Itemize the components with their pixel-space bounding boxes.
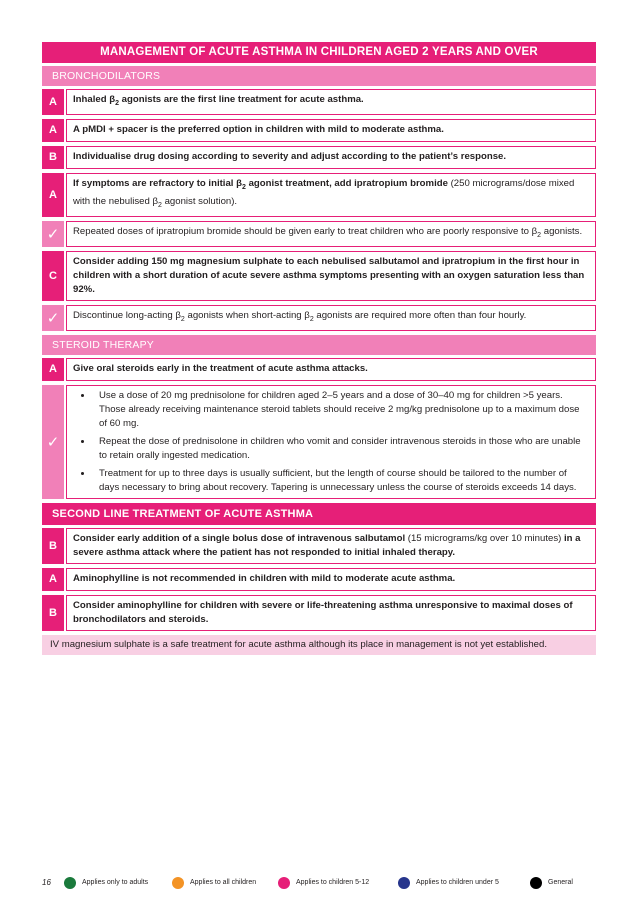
recommendation-text xyxy=(66,89,596,115)
text-segment: agonist treatment, add ipratropium bromide xyxy=(245,177,448,189)
subscript: 2 xyxy=(309,315,314,323)
subscript: 2 xyxy=(180,315,185,323)
recommendation-row xyxy=(42,173,596,217)
legend-dot-icon xyxy=(278,877,290,889)
recommendation-text xyxy=(66,385,596,499)
recommendation-row xyxy=(42,385,596,499)
recommendation-row xyxy=(42,119,596,142)
legend-item xyxy=(172,876,256,890)
text-segment: (250 micrograms/dose mixed with the nebulised β xyxy=(73,177,575,207)
grade-badge: B xyxy=(42,146,64,169)
legend-item xyxy=(278,876,369,890)
legend-label: Applies to children 5-12 xyxy=(296,879,370,886)
text-segment: agonists are required more often than four hourly. xyxy=(313,309,527,321)
recommendation-text: Aminophylline is not recommended in children with mild to moderate acute asthma. xyxy=(66,568,596,591)
section-header-bronchodilators: BRONCHODILATORS xyxy=(42,66,596,86)
text-segment: in a severe asthma attack where the patient has not responded to initial inhaled therapy. xyxy=(73,532,581,558)
grade-badge: A xyxy=(42,173,64,217)
recommendation-row xyxy=(42,146,596,169)
recommendation-text: Individualise drug dosing according to severity and adjust according to the patient’s response. xyxy=(66,146,596,169)
recommendation-row xyxy=(42,595,596,631)
recommendation-row xyxy=(42,528,596,564)
text-segment: agonists are the first line treatment for acute asthma. xyxy=(119,94,364,105)
legend-dot-icon xyxy=(530,877,542,889)
legend-item xyxy=(64,876,148,890)
subscript: 2 xyxy=(537,231,542,239)
grade-badge: A xyxy=(42,89,64,115)
recommendation-text xyxy=(66,173,596,217)
footer xyxy=(42,876,598,890)
page-number: 16 xyxy=(42,878,51,887)
legend-item xyxy=(398,876,499,890)
grade-badge: C xyxy=(42,251,64,301)
page-title: MANAGEMENT OF ACUTE ASTHMA IN CHILDREN AGED 2 YEARS AND OVER xyxy=(42,42,596,63)
recommendation-text: Consider adding 150 mg magnesium sulphate to each nebulised salbutamol and ipratropium in the first hour in children with a short duration of acute severe asthma symptoms presenting with an oxygen saturation less than 92%. xyxy=(66,251,596,301)
text-segment: Inhaled β xyxy=(73,94,116,105)
recommendation-row xyxy=(42,568,596,591)
recommendation-text: A pMDI + spacer is the preferred option in children with mild to moderate asthma. xyxy=(66,119,596,142)
grade-badge: A xyxy=(42,119,64,142)
legend-item xyxy=(530,876,573,890)
grade-badge: B xyxy=(42,528,64,564)
recommendation-text: Give oral steroids early in the treatment of acute asthma attacks. xyxy=(66,358,596,381)
list-item: • Use a dose of 20 mg prednisolone for children aged 2–5 years and a dose of 30–40 mg for children >5 years. Those already receiving maintenance steroid tablets should receive 2 mg/kg prednisolone up to a maximum dose of 60 mg. xyxy=(93,389,589,431)
section-header-steroid-therapy: STEROID THERAPY xyxy=(42,335,596,355)
legend-label: Applies to children under 5 xyxy=(416,879,499,886)
text-segment: agonists. xyxy=(541,225,583,237)
legend-dot-icon xyxy=(64,877,76,889)
legend-label: General xyxy=(548,879,573,886)
legend-label: Applies to all children xyxy=(190,879,257,886)
checkmark-icon: ✓ xyxy=(42,221,64,247)
list-item: • Repeat the dose of prednisolone in children who vomit and consider intravenous steroids in those who are unable to retain orally ingested medication. xyxy=(93,435,589,463)
section-header-second-line: SECOND LINE TREATMENT OF ACUTE ASTHMA xyxy=(42,503,596,525)
subscript: 2 xyxy=(158,201,162,209)
note-box: IV magnesium sulphate is a safe treatment for acute asthma although its place in management is not yet established. xyxy=(42,635,596,655)
recommendation-row xyxy=(42,221,596,247)
legend-dot-icon xyxy=(398,877,410,889)
recommendation-row xyxy=(42,89,596,115)
text-segment: Consider early addition of a single bolus dose of intravenous salbutamol xyxy=(73,532,406,544)
subscript: 2 xyxy=(242,183,246,191)
recommendation-text: Consider aminophylline for children with severe or life-threatening asthma unresponsive to maximal doses of bronchodilators and steroids. xyxy=(66,595,596,631)
text-segment: agonist solution). xyxy=(161,195,238,207)
recommendation-text xyxy=(66,528,596,564)
checkmark-icon: ✓ xyxy=(42,305,64,331)
subscript: 2 xyxy=(115,99,120,107)
text-segment: (15 micrograms/kg over 10 minutes) xyxy=(405,532,562,544)
list-item: • Treatment for up to three days is usually sufficient, but the length of course should be tailored to the number of days necessary to bring about recovery. Tapering is unnecessary unless the course of steroids exceeds 14 days. xyxy=(93,467,589,495)
recommendation-text xyxy=(66,221,596,247)
recommendation-row xyxy=(42,358,596,381)
bullet-list xyxy=(73,389,589,495)
text-segment: Repeated doses of ipratropium bromide should be given early to treat children who are poorly responsive to β xyxy=(73,225,538,237)
text-segment: agonists when short-acting β xyxy=(184,309,310,321)
legend-dot-icon xyxy=(172,877,184,889)
recommendation-row xyxy=(42,251,596,301)
grade-badge: A xyxy=(42,358,64,381)
text-segment: If symptoms are refractory to initial β xyxy=(73,177,242,189)
recommendation-row xyxy=(42,305,596,331)
recommendation-text xyxy=(66,305,596,331)
text-segment: Discontinue long-acting β xyxy=(73,309,181,321)
grade-badge: A xyxy=(42,568,64,591)
guideline-page xyxy=(42,42,596,655)
legend-label: Applies only to adults xyxy=(82,879,149,886)
checkmark-icon: ✓ xyxy=(42,385,64,499)
grade-badge: B xyxy=(42,595,64,631)
